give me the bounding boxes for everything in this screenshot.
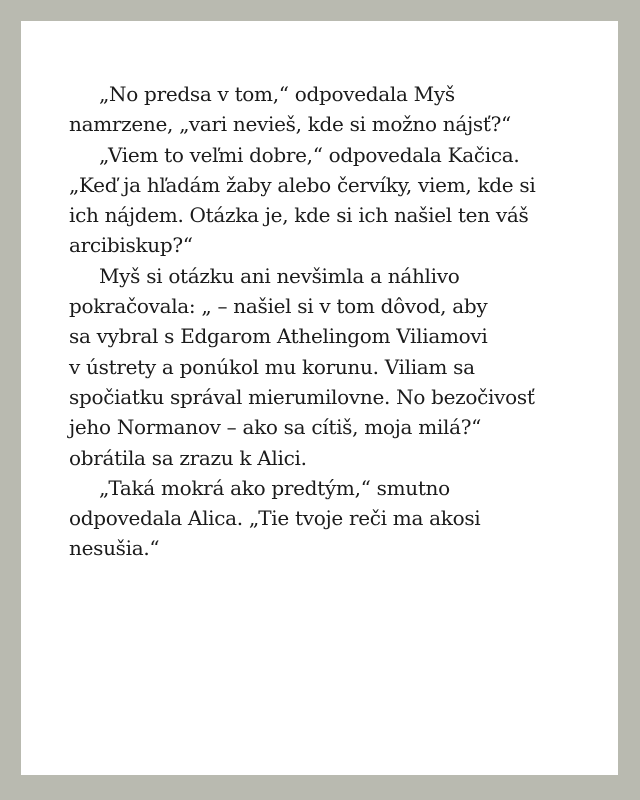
- text-line: pokračovala: „ – našiel si v tom dôvod, aby: [69, 294, 488, 319]
- text-line: jeho Normanov – ako sa cítiš, moja milá?“: [69, 415, 482, 440]
- text-line: odpovedala Alica. „Tie tvoje reči ma akosi: [69, 506, 481, 531]
- text-line: sa vybral s Edgarom Athelingom Viliamovi: [69, 324, 488, 349]
- text-line: namrzene, „vari nevieš, kde si možno nájsť?“: [69, 112, 511, 137]
- text-line: v ústrety a ponúkol mu korunu. Viliam sa: [69, 354, 475, 379]
- text-line: „No predsa v tom,“ odpovedala Myš: [99, 82, 455, 106]
- book-page: [21, 21, 618, 775]
- text-line: nesušia.“: [69, 536, 160, 561]
- page-text: [69, 79, 599, 564]
- text-line: „Taká mokrá ako predtým,“ smutno: [99, 475, 450, 500]
- text-line: „Viem to veľmi dobre,“ odpovedala Kačica.: [99, 142, 520, 167]
- text-line: obrátila sa zrazu k Alici.: [69, 445, 307, 470]
- text-line: spočiatku správal mierumilovne. No bezočivosť: [69, 384, 535, 409]
- text-line: Myš si otázku ani nevšimla a náhlivo: [99, 263, 460, 288]
- text-line: ich nájdem. Otázka je, kde si ich našiel ten váš: [69, 203, 529, 228]
- text-line: arcibiskup?“: [69, 233, 193, 258]
- text-line: „Keď ja hľadám žaby alebo červíky, viem, kde si: [69, 172, 536, 197]
